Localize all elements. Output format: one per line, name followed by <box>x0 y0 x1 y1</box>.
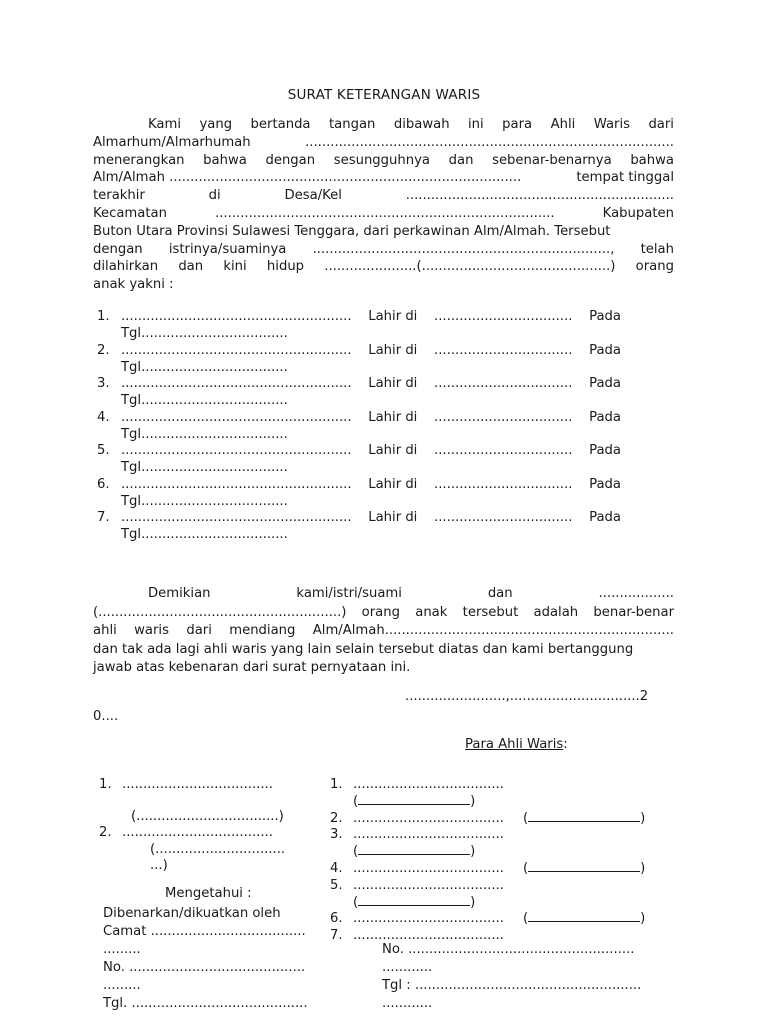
right-signer-number: 7. <box>330 928 343 944</box>
date-label: Pada <box>589 476 621 492</box>
child-birthplace-field: ................................. <box>434 510 573 525</box>
paragraph-line <box>93 134 674 151</box>
date-label: Pada <box>589 376 621 391</box>
child-date-field: Tgl................................... <box>121 393 288 408</box>
word: dibawah <box>393 117 450 132</box>
signature-line <box>358 843 470 855</box>
paragraph-line <box>93 241 674 258</box>
word: tangan <box>328 117 376 132</box>
born-label: Lahir di <box>368 476 418 492</box>
word: tempat tinggal <box>576 170 674 186</box>
word: Alm/Almah .................................................................................... <box>93 170 522 186</box>
document-title: SURAT KETERANGAN WARIS <box>287 87 481 103</box>
left-signer-2-signature-cont: ...) <box>150 858 168 873</box>
heirs-heading <box>465 736 568 753</box>
word: yang <box>199 117 233 132</box>
word: sesungguhnya <box>333 152 431 168</box>
born-label: Lahir di <box>368 309 418 324</box>
word: Almarhum/Almarhumah <box>93 134 251 150</box>
paren-close: ) <box>640 810 646 826</box>
child-name-field: ....................................................... <box>121 309 352 324</box>
reg-tgl-field-cont: ............ <box>382 996 433 1011</box>
born-label: Lahir di <box>368 443 418 458</box>
word: benar-benar <box>593 604 674 620</box>
camat-field: Camat ..................................... <box>103 924 306 939</box>
word: sebenar-benarnya <box>492 152 612 168</box>
paragraph-line <box>93 585 674 602</box>
paragraph-line <box>93 169 674 186</box>
child-number: 7. <box>97 510 110 525</box>
left-signer-2-signature: (............................... <box>150 842 286 857</box>
word: ................................................................ <box>405 188 674 204</box>
child-line <box>121 476 621 493</box>
word: kini <box>223 259 247 275</box>
signature-line <box>528 860 640 872</box>
reg-tgl-field: Tgl : ...................................................... <box>382 978 642 993</box>
left-signer-2-name: .................................... <box>122 825 273 840</box>
child-line <box>121 342 621 359</box>
word: para <box>502 117 533 132</box>
child-line <box>121 442 621 459</box>
word: dari <box>648 117 674 132</box>
signature-line <box>528 910 640 922</box>
child-birthplace-field: ................................. <box>434 409 573 425</box>
right-signer-number: 4. <box>330 861 343 876</box>
born-label: Lahir di <box>368 510 418 525</box>
child-name-field: ....................................................... <box>121 409 352 425</box>
word: mendiang <box>229 623 296 638</box>
born-label: Lahir di <box>368 409 418 425</box>
camat-field-cont: ......... <box>103 942 141 957</box>
born-label: Lahir di <box>368 342 418 358</box>
word: adalah <box>533 604 579 620</box>
paren-close: ) <box>470 793 476 809</box>
word: orang <box>635 259 674 275</box>
word: orang <box>361 604 400 620</box>
paren-open: ( <box>523 911 529 927</box>
paragraph-line <box>93 258 674 275</box>
right-signer-number: 6. <box>330 911 343 927</box>
date-label: Pada <box>589 443 621 458</box>
right-signer-name: .................................... <box>353 810 504 826</box>
right-signer-number: 3. <box>330 827 343 843</box>
word: dengan <box>265 152 316 168</box>
right-signer-name: .................................... <box>353 911 504 927</box>
child-number: 6. <box>97 476 110 492</box>
paragraph-line <box>93 659 674 676</box>
word: anak <box>415 604 448 620</box>
paragraph-line <box>93 223 674 240</box>
child-line <box>121 509 621 526</box>
child-line <box>121 409 621 426</box>
word: dan <box>448 152 474 168</box>
child-number: 2. <box>97 342 110 358</box>
word: anak yakni : <box>93 277 174 293</box>
signature-line <box>528 810 640 822</box>
right-signer-number: 2. <box>330 810 343 826</box>
place-date-line: ........................,...............................2 <box>405 689 649 704</box>
word: jawab atas kebenaran dari surat pernyataan ini. <box>93 660 411 675</box>
right-signer-number: 1. <box>330 777 343 792</box>
child-number: 5. <box>97 443 110 458</box>
word: Kami <box>148 117 182 132</box>
child-date-field: Tgl................................... <box>121 460 288 475</box>
child-line <box>121 375 621 392</box>
word: ................................................................................. <box>215 206 555 221</box>
word: ......................................................................., <box>312 241 615 257</box>
word: Alm/Almah..................................................................... <box>312 623 674 638</box>
word: terakhir <box>93 188 145 204</box>
paren-open: ( <box>523 861 529 876</box>
heirs-heading-text: Para Ahli Waris <box>465 737 564 752</box>
right-signer-number: 5. <box>330 877 343 893</box>
child-name-field: ....................................................... <box>121 510 352 525</box>
paren-close: ) <box>470 844 476 860</box>
child-number: 3. <box>97 376 110 391</box>
paren-open: ( <box>523 810 529 826</box>
child-birthplace-field: ................................. <box>434 376 573 391</box>
paren-close: ) <box>470 894 476 910</box>
left-signer-2-num: 2. <box>99 825 112 840</box>
paren-close: ) <box>640 861 646 876</box>
right-signer-name: .................................... <box>353 877 504 893</box>
right-signer-signature <box>353 843 475 860</box>
word: (..........................................................) <box>93 604 347 620</box>
word: bertanda <box>250 117 311 132</box>
child-name-field: ....................................................... <box>121 342 352 358</box>
word: dengan <box>93 241 143 257</box>
place-date-line-wrap: 0.... <box>93 709 119 724</box>
child-date-field: Tgl................................... <box>121 426 288 442</box>
left-signer-1-signature: (..................................) <box>131 809 284 824</box>
acknowledge-heading: Mengetahui : <box>165 886 252 901</box>
child-line <box>121 308 621 325</box>
right-signer-name: .................................... <box>353 827 504 843</box>
word: bahwa <box>630 152 674 168</box>
right-signer-signature <box>523 860 645 877</box>
word: ........................................................................................ <box>305 134 674 150</box>
word: Buton Utara Provinsi Sulawesi Tenggara, dari perkawinan Alm/Almah. Tersebut <box>93 223 611 239</box>
acknowledge-line1: Dibenarkan/dikuatkan oleh <box>103 906 281 921</box>
date-label: Pada <box>589 342 621 358</box>
child-number: 1. <box>97 309 110 324</box>
right-signer-name: .................................... <box>353 861 504 876</box>
word: Demikian <box>148 586 211 601</box>
word: dan <box>178 259 204 275</box>
child-name-field: ....................................................... <box>121 376 352 391</box>
word: di <box>208 188 221 204</box>
child-date-field: Tgl................................... <box>121 527 288 542</box>
reg-no-field: No. ...................................................... <box>382 942 635 957</box>
word: Ahli <box>550 117 576 132</box>
left-signer-1-num: 1. <box>99 777 112 792</box>
paren-open: ( <box>353 844 359 860</box>
word: ahli <box>93 623 117 638</box>
date-label: Pada <box>589 409 621 425</box>
word: menerangkan <box>93 152 185 168</box>
paragraph-line <box>93 622 674 639</box>
born-label: Lahir di <box>368 376 418 391</box>
word: tersebut <box>462 604 519 620</box>
word: waris <box>134 623 169 638</box>
child-birthplace-field: ................................. <box>434 476 573 492</box>
ack-no-field: No. .......................................... <box>103 960 306 975</box>
ack-tgl-field: Tgl. .......................................... <box>103 996 308 1011</box>
word: Kabupaten <box>602 206 674 221</box>
right-signer-signature <box>353 894 475 911</box>
paren-open: ( <box>353 793 359 809</box>
paragraph-line <box>93 205 674 222</box>
word: .................. <box>598 586 674 601</box>
word: bahwa <box>203 152 247 168</box>
word: ini <box>468 117 484 132</box>
date-label: Pada <box>589 309 621 324</box>
child-date-field: Tgl................................... <box>121 326 288 341</box>
paragraph-line <box>93 641 674 658</box>
word: istrinya/suaminya <box>168 241 287 257</box>
word: dari <box>186 623 212 638</box>
reg-no-field-cont: ............ <box>382 960 433 975</box>
child-birthplace-field: ................................. <box>434 443 573 458</box>
word: hidup <box>266 259 305 275</box>
paragraph-line <box>93 604 674 621</box>
right-signer-signature <box>353 793 475 810</box>
word: ......................(.............................................) <box>324 259 616 275</box>
signature-line <box>358 894 470 906</box>
word: dan <box>487 586 513 601</box>
word: Desa/Kel <box>284 188 342 204</box>
ack-no-field-cont: ......... <box>103 978 141 993</box>
right-signer-signature <box>523 810 645 827</box>
child-name-field: ....................................................... <box>121 443 352 458</box>
paragraph-line <box>93 152 674 169</box>
word: dan tak ada lagi ahli waris yang lain selain tersebut diatas dan kami bertanggung <box>93 641 634 657</box>
right-signer-name: .................................... <box>353 777 504 792</box>
signature-line <box>358 793 470 805</box>
word: dilahirkan <box>93 259 159 275</box>
child-birthplace-field: ................................. <box>434 309 573 324</box>
word: telah <box>640 241 674 257</box>
child-birthplace-field: ................................. <box>434 342 573 358</box>
paragraph-line <box>93 276 674 293</box>
right-signer-name: .................................... <box>353 928 504 944</box>
child-date-field: Tgl................................... <box>121 359 288 375</box>
right-signer-signature <box>523 910 645 927</box>
paragraph-line <box>93 187 674 204</box>
heirs-heading-colon: : <box>563 737 568 752</box>
word: kami/istri/suami <box>296 586 402 601</box>
paragraph-line <box>93 116 674 133</box>
word: Waris <box>593 117 630 132</box>
date-label: Pada <box>589 510 621 525</box>
paren-close: ) <box>640 911 646 927</box>
word: Kecamatan <box>93 206 167 221</box>
paren-open: ( <box>353 894 359 910</box>
child-date-field: Tgl................................... <box>121 493 288 509</box>
child-number: 4. <box>97 409 110 425</box>
left-signer-1-name: .................................... <box>122 777 273 792</box>
child-name-field: ....................................................... <box>121 476 352 492</box>
